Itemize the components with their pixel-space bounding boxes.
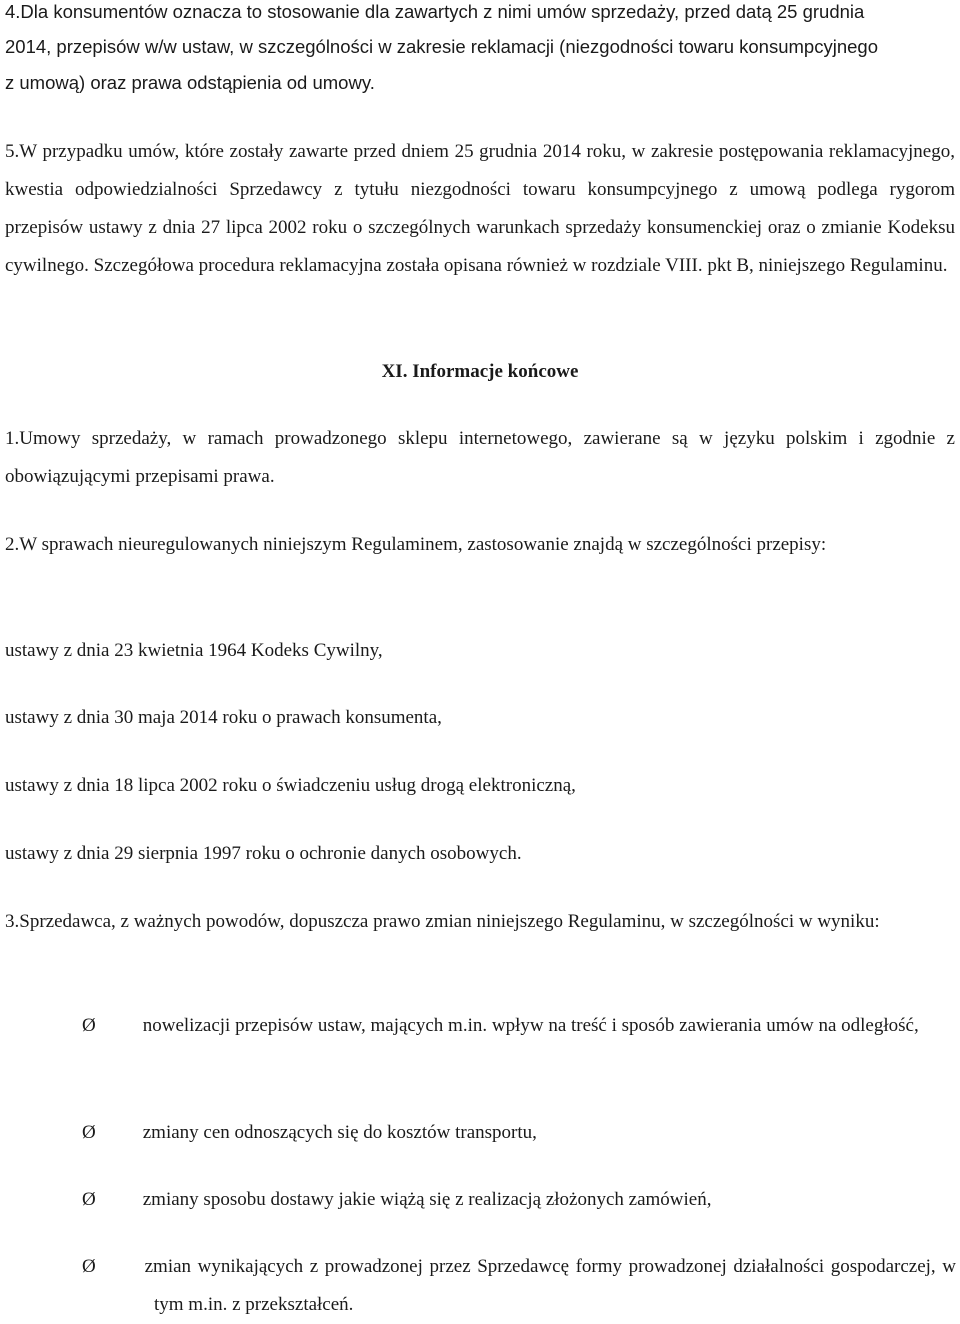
bullet-marker: Ø xyxy=(82,1015,96,1036)
paragraph-4-line-1: 4.Dla konsumentów oznacza to stosowanie dla zawartych z nimi umów sprzedaży, przed datą 25 grudnia xyxy=(5,1,865,22)
bullet-text: nowelizacji przepisów ustaw, mających m.in. wpływ na treść i sposób zawierania umów na odległość, xyxy=(142,1015,919,1036)
bullet-item xyxy=(82,1114,956,1152)
section-paragraph-2: 2.W sprawach nieuregulowanych niniejszym Regulaminem, zastosowanie znajdą w szczególności przepisy: xyxy=(5,534,827,555)
bullet-item xyxy=(82,1007,956,1045)
law-item: ustawy z dnia 23 kwietnia 1964 Kodeks Cywilny, xyxy=(5,640,383,661)
section-heading: XI. Informacje końcowe xyxy=(381,361,579,382)
bullet-item xyxy=(82,1248,956,1324)
bullet-text: zmiany sposobu dostawy jakie wiążą się z realizacją złożonych zamówień, xyxy=(142,1189,712,1210)
paragraph-5: 5.W przypadku umów, które zostały zawarte przed dniem 25 grudnia 2014 roku, w zakresie postępowania reklamacyjnego, kwestia odpowiedzialności Sprzedawcy z tytułu niezgodności towaru konsumpcyjnego z umową podlega rygorom przepisów ustawy z dnia 27 lipca 2002 roku o szczególnych warunkach sprzedaży konsumenckiej oraz o zmianie Kodeksu cywilnego. Szczegółowa procedura reklamacyjna została opisana również w rozdziale VIII. pkt B, niniejszego Regulaminu. xyxy=(5,141,955,276)
bullet-text: zmiany cen odnoszących się do kosztów transportu, xyxy=(142,1122,537,1143)
section-paragraph-1: 1.Umowy sprzedaży, w ramach prowadzonego sklepu internetowego, zawierane są w języku polskim i zgodnie z obowiązującymi przepisami prawa. xyxy=(5,428,955,487)
paragraph-4-line-3: z umową) oraz prawa odstąpienia od umowy. xyxy=(5,72,375,93)
bullet-marker: Ø xyxy=(82,1122,96,1143)
bullet-item xyxy=(82,1181,956,1219)
bullet-marker: Ø xyxy=(82,1256,96,1277)
bullet-text: zmian wynikających z prowadzonej przez Sprzedawcę formy prowadzonej działalności gospodarczej, w tym m.in. z przekształceń. xyxy=(144,1256,956,1315)
bullet-marker: Ø xyxy=(82,1189,96,1210)
law-item: ustawy z dnia 18 lipca 2002 roku o świadczeniu usług drogą elektroniczną, xyxy=(5,775,576,796)
law-item: ustawy z dnia 29 sierpnia 1997 roku o ochronie danych osobowych. xyxy=(5,843,522,864)
law-item: ustawy z dnia 30 maja 2014 roku o prawach konsumenta, xyxy=(5,707,442,728)
section-paragraph-3: 3.Sprzedawca, z ważnych powodów, dopuszcza prawo zmian niniejszego Regulaminu, w szczególności w wyniku: xyxy=(5,911,880,932)
paragraph-4-line-2: 2014, przepisów w/w ustaw, w szczególności w zakresie reklamacji (niezgodności towaru konsumpcyjnego xyxy=(5,36,878,57)
